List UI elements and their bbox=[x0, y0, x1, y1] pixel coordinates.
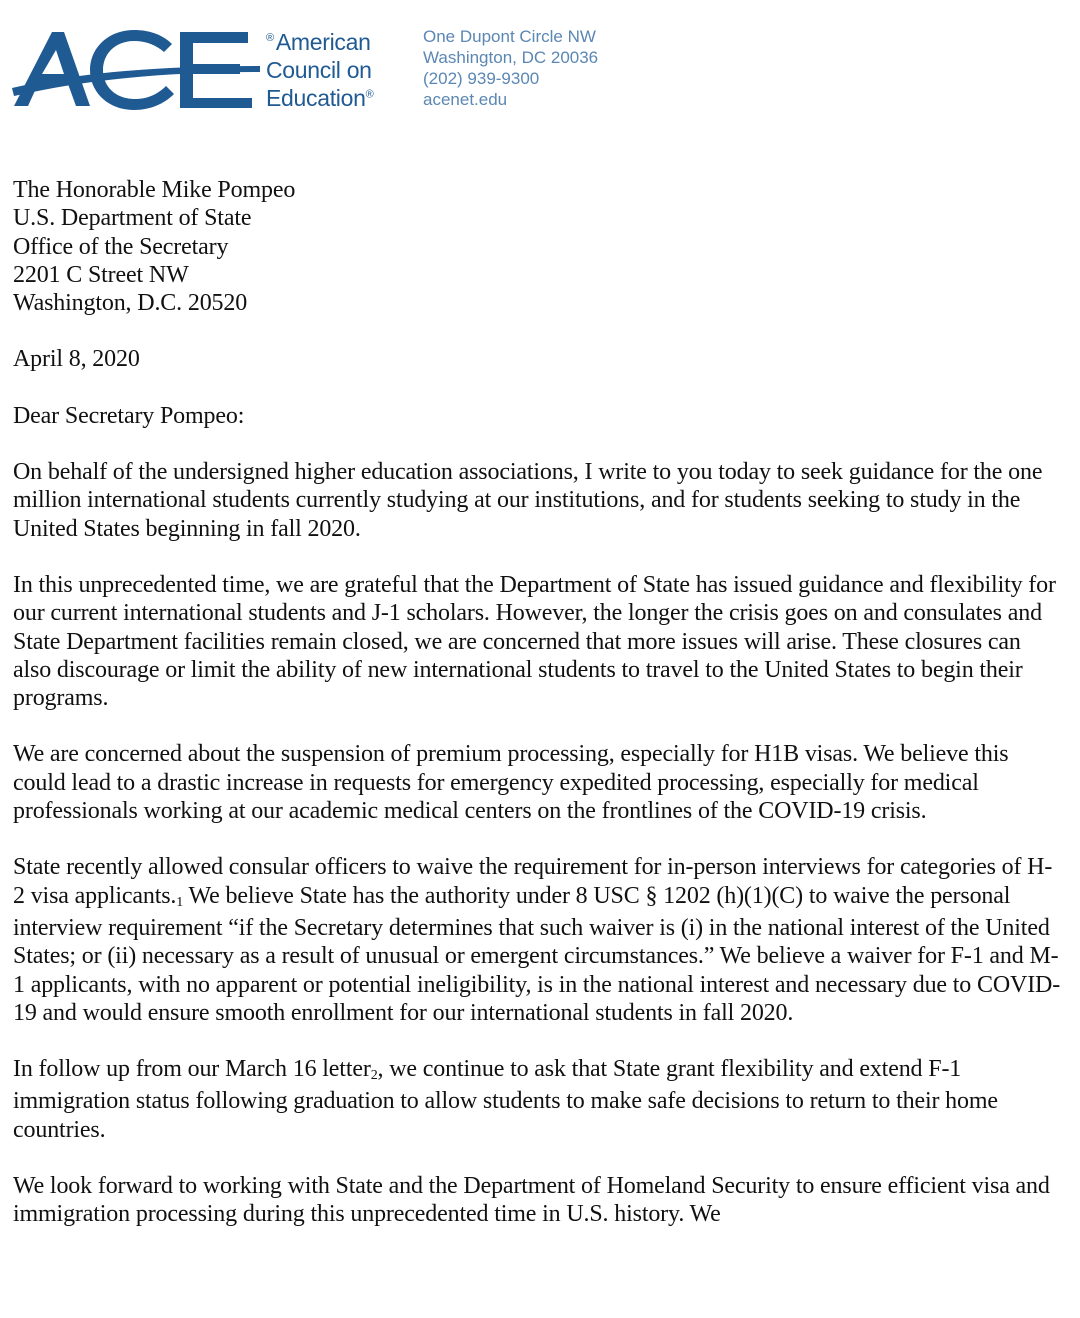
org-address bbox=[423, 26, 598, 110]
registered-mark-icon: ® bbox=[266, 32, 274, 45]
recipient-line: 2201 C Street NW bbox=[13, 261, 189, 288]
org-name-line-3: Education bbox=[266, 85, 366, 111]
address-phone: (202) 939-9300 bbox=[423, 69, 540, 88]
address-city: Washington, DC 20036 bbox=[423, 48, 599, 67]
registered-mark-icon: ® bbox=[365, 88, 374, 101]
salutation: Dear Secretary Pompeo: bbox=[13, 402, 245, 429]
paragraph-5 bbox=[13, 1055, 1063, 1144]
org-name bbox=[266, 28, 373, 112]
org-name-line-1: American bbox=[275, 29, 371, 55]
org-name-line-2: Council on bbox=[266, 57, 372, 83]
footnote-ref-2[interactable]: 2 bbox=[370, 1068, 378, 1084]
paragraph-5-text-b: , we continue to ask that State grant flexibility and extend F-1 immigration status following graduation to allow students to make safe decisions to return to their home countries. bbox=[13, 1056, 998, 1143]
letter-date: April 8, 2020 bbox=[13, 346, 140, 373]
paragraph-3: We are concerned about the suspension of premium processing, especially for H1B visas. We believe this could lead to a drastic increase in requests for emergency expedited processing, especially for medical professionals working at our academic medical centers on the frontlines of the COVID-19 crisis. bbox=[13, 741, 1009, 825]
letterhead bbox=[12, 26, 652, 116]
recipient-line: The Honorable Mike Pompeo bbox=[13, 177, 296, 203]
ace-logo bbox=[12, 26, 262, 112]
paragraph-5-text-a: In follow up from our March 16 letter bbox=[13, 1056, 371, 1083]
letter-body bbox=[13, 176, 1063, 1257]
recipient-line: Washington, D.C. 20520 bbox=[13, 290, 248, 317]
paragraph-4-text-b: We believe State has the authority under 8 USC § 1202 (h)(1)(C) to waive the personal interview requirement “if the Secretary determines that such waiver is (i) in the national interest of the United States; or (ii) necessary as a result of unusual or emergent circumstances.” We believe a waiver for F-1 and M-1 applicants, with no apparent or potential ineligibility, is in the national interest and necessary due to COVID-19 and would ensure smooth enrollment for our international students in fall 2020. bbox=[13, 882, 1061, 1026]
footnote-ref-1[interactable]: 1 bbox=[176, 894, 184, 910]
paragraph-4-text-a: State recently allowed consular officers to waive the requirement for in-person interviews for categories of H-2 visa applicants. bbox=[13, 854, 1053, 909]
recipient-line: Office of the Secretary bbox=[13, 233, 229, 260]
paragraph-2: In this unprecedented time, we are grateful that the Department of State has issued guidance and flexibility for our current international students and J-1 scholars. However, the longer the crisis goes on and consulates and State Department facilities remain closed, we are concerned that more issues will arise. These closures can also discourage or limit the ability of new international students to travel to the United States to begin their programs. bbox=[13, 571, 1056, 712]
recipient-address bbox=[13, 176, 1063, 317]
recipient-line: U.S. Department of State bbox=[13, 205, 252, 232]
paragraph-1: On behalf of the undersigned higher education associations, I write to you today to seek guidance for the one million international students currently studying at our institutions, and for students seeking to study in the United States beginning in fall 2020. bbox=[13, 459, 1043, 542]
paragraph-4 bbox=[13, 853, 1063, 1027]
paragraph-6: We look forward to working with State and the Department of Homeland Security to ensure efficient visa and immigration processing during this unprecedented time in U.S. history. We bbox=[13, 1173, 1050, 1228]
address-street: One Dupont Circle NW bbox=[423, 27, 596, 46]
address-website[interactable]: acenet.edu bbox=[423, 90, 508, 109]
